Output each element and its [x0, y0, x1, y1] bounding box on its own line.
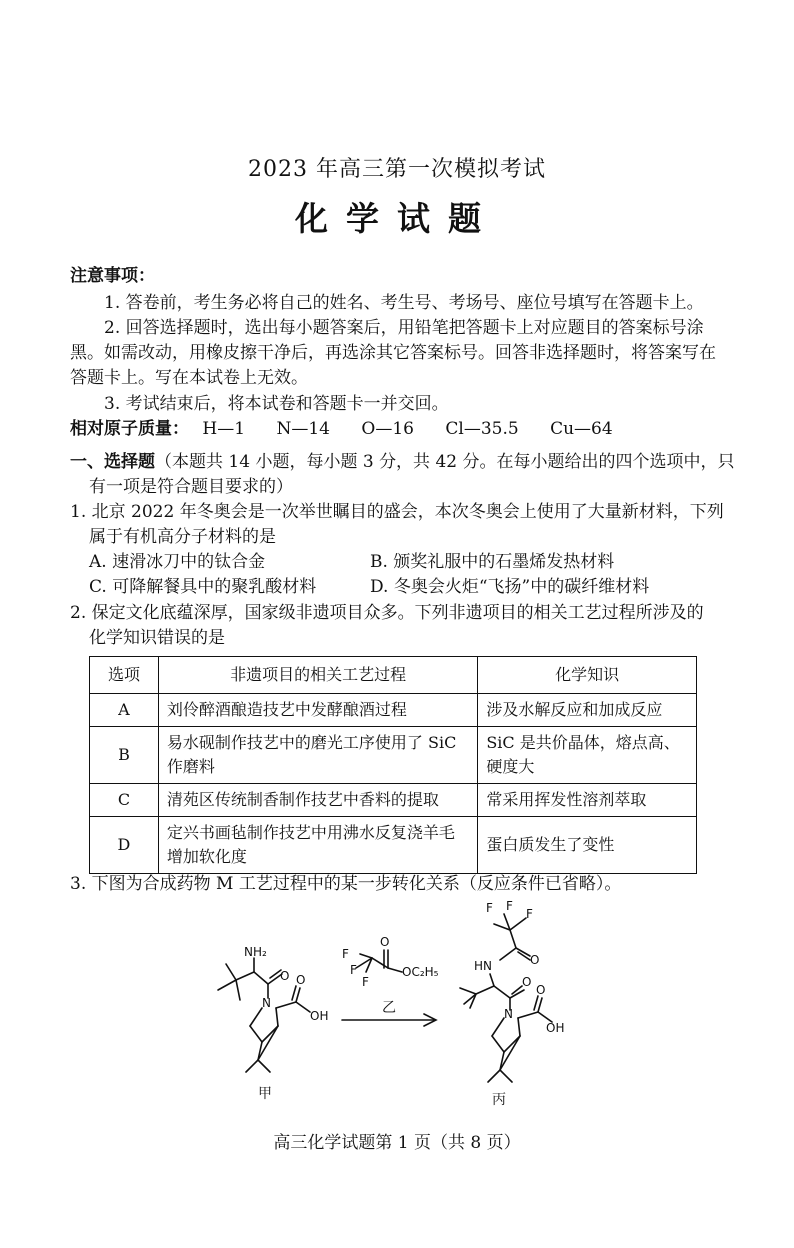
- product-amide-o: O: [530, 953, 540, 967]
- reagent-oc2h5: OC₂H₅: [402, 965, 439, 979]
- reagent-f-1: F: [350, 963, 357, 977]
- table-cell-process: 易水砚制作技艺中的磨光工序使用了 SiC 作磨料: [158, 727, 477, 784]
- table-cell-knowledge: SiC 是共价晶体，熔点高、硬度大: [478, 727, 697, 784]
- section-1-line-1: [70, 450, 735, 475]
- q2-table: [89, 656, 697, 874]
- q3-stem: 3. 下图为合成药物 M 工艺过程中的某一步转化关系（反应条件已省略）。: [70, 874, 622, 894]
- notice-item-2-line-3: 答题卡上。写在本试卷上无效。: [70, 368, 308, 388]
- q2-stem-line-1: 2. 保定文化底蕴深厚，国家级非遗项目众多。下列非遗项目的相关工艺过程所涉及的: [70, 603, 704, 623]
- reactant-label: 甲: [258, 1086, 272, 1102]
- section-1-desc-2: 有一项是符合题目要求的）: [89, 477, 293, 497]
- table-header-option: 选项: [90, 657, 159, 694]
- section-1-desc-1: （本题共 14 小题，每小题 3 分，共 42 分。在每小题给出的四个选项中，只: [155, 452, 735, 472]
- q1-stem-line-2: 属于有机高分子材料的是: [89, 527, 276, 547]
- atomic-mass-cu: Cu—64: [550, 419, 613, 439]
- q1-stem-line-1: 1. 北京 2022 年冬奥会是一次举世瞩目的盛会，本次冬奥会上使用了大量新材料，下列: [70, 502, 724, 522]
- table-row: [90, 784, 697, 817]
- table-cell-knowledge: 常采用挥发性溶剂萃取: [478, 784, 697, 817]
- table-header-row: [90, 657, 697, 694]
- product-f-1: F: [486, 901, 493, 915]
- table-cell-process: 刘伶醉酒酿造技艺中发酵酿酒过程: [158, 694, 477, 727]
- table-cell-option: C: [90, 784, 159, 817]
- reagent-structure: [356, 950, 402, 972]
- page-footer: 高三化学试题第 1 页（共 8 页）: [273, 1133, 521, 1153]
- reactant-o: O: [280, 969, 290, 983]
- q2-stem-line-2: 化学知识错误的是: [89, 628, 225, 648]
- q1-option-c: C. 可降解餐具中的聚乳酸材料: [89, 577, 317, 597]
- subject-title: 化学试题: [295, 199, 499, 238]
- atomic-mass-line: [70, 417, 639, 442]
- atomic-mass-cl: Cl—35.5: [445, 419, 519, 439]
- table-row: [90, 694, 697, 727]
- product-hn: HN: [474, 959, 492, 973]
- reagent-label: 乙: [382, 1000, 396, 1016]
- section-1-heading: 一、选择题: [70, 452, 155, 472]
- notice-item-2-line-2: 黑。如需改动，用橡皮擦干净后，再选涂其它答案标号。回答非选择题时，将答案写在: [70, 343, 716, 363]
- product-acid-o: O: [536, 983, 546, 997]
- reactant-oh: OH: [310, 1009, 329, 1023]
- atomic-mass-label: 相对原子质量：: [70, 419, 189, 439]
- notice-item-3: 3. 考试结束后，将本试卷和答题卡一并交回。: [104, 394, 449, 414]
- product-o: O: [522, 975, 532, 989]
- reagent-f-2: F: [342, 947, 349, 961]
- notice-item-2-line-1: 2. 回答选择题时，选出每小题答案后，用铅笔把答题卡上对应题目的答案标号涂: [104, 318, 704, 338]
- q1-option-a: A. 速滑冰刀中的钛合金: [89, 552, 266, 572]
- product-f-3: F: [526, 907, 533, 921]
- table-cell-knowledge: 涉及水解反应和加成反应: [478, 694, 697, 727]
- table-row: [90, 817, 697, 874]
- table-header-process: 非遗项目的相关工艺过程: [158, 657, 477, 694]
- q1-option-d: D. 冬奥会火炬“飞扬”中的碳纤维材料: [370, 577, 650, 597]
- reactant-acid-o: O: [296, 973, 306, 987]
- table-cell-process: 清苑区传统制香制作技艺中香料的提取: [158, 784, 477, 817]
- notice-item-1: 1. 答卷前，考生务必将自己的姓名、考生号、考场号、座位号填写在答题卡上。: [104, 293, 704, 313]
- product-label: 丙: [492, 1092, 506, 1108]
- atomic-mass-n: N—14: [276, 419, 330, 439]
- table-cell-option: B: [90, 727, 159, 784]
- atomic-mass-h: H—1: [202, 419, 246, 439]
- reaction-scheme: [0, 890, 794, 1120]
- table-cell-knowledge: 蛋白质发生了变性: [478, 817, 697, 874]
- product-structure: [460, 914, 552, 1082]
- table-cell-option: D: [90, 817, 159, 874]
- product-f-2: F: [506, 899, 513, 913]
- reactant-nh2: NH₂: [244, 945, 267, 959]
- exam-title: 2023 年高三第一次模拟考试: [248, 157, 546, 182]
- product-n: N: [504, 1007, 513, 1021]
- reagent-f-3: F: [362, 975, 369, 989]
- atomic-mass-o: O—16: [361, 419, 414, 439]
- table-cell-option: A: [90, 694, 159, 727]
- q1-option-b: B. 颁奖礼服中的石墨烯发热材料: [370, 552, 615, 572]
- reactant-n: N: [262, 996, 271, 1010]
- table-row: [90, 727, 697, 784]
- table-cell-process: 定兴书画毡制作技艺中用沸水反复浇羊毛增加软化度: [158, 817, 477, 874]
- reagent-o: O: [380, 935, 390, 949]
- table-header-knowledge: 化学知识: [478, 657, 697, 694]
- notice-heading: 注意事项：: [70, 266, 155, 286]
- product-oh: OH: [546, 1021, 565, 1035]
